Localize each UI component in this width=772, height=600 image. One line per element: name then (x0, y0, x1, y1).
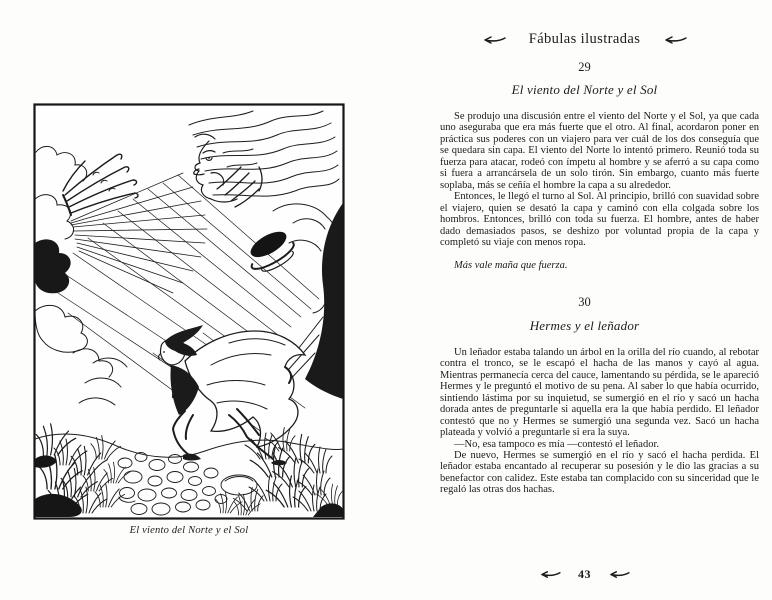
fable-30-dialogue: —No, esa tampoco es mía —contestó el leñador. (454, 438, 659, 450)
illustration-frame (33, 103, 345, 520)
fable-30-number: 30 (578, 294, 591, 309)
wave-arrow-ornament-icon (481, 35, 507, 45)
fable-29-paragraph: Entonces, le llegó el turno al Sol. Al principio, brilló con suavidad sobre el viajero, quien se desató la capa y caminó con ella colgada sobre los hombros. Entonces, brilló con toda su fuerza. El hombre, antes de haber dado demasiados pasos, se deshizo por voluntad propia de la capa y completó su viaje con menos ropa. (440, 191, 759, 248)
fable-29-title: El viento del Norte y el Sol (511, 82, 658, 97)
running-header (425, 31, 744, 48)
text-column (440, 60, 759, 496)
wave-arrow-ornament-icon (538, 570, 562, 579)
fable-30-paragraph: Un leñador estaba talando un árbol en la orilla del río cuando, al rebotar contra el tronco, se le escapó el hacha de las manos y cayó al agua. Mientras permanecía cerca del cauce, lamentando su pérdida, se le apareció Hermes y le preguntó el motivo de su pena. Al saber lo que había ocurrido, sintiendo lástima por su inquietud, se sumergió en el río y sacó un hacha dorada antes de preguntarle si aquella era la que había perdido. El leñador contestó que no y Hermes se sumergió una segunda vez. Sacó un hacha plateada y volvió a preguntarle si era la suya. (440, 346, 759, 439)
book-title: Fábulas ilustradas (528, 31, 641, 47)
page-footer (425, 567, 744, 582)
wave-arrow-ornament-icon (607, 570, 631, 579)
fable-29-number: 29 (578, 60, 591, 74)
fable-30-paragraph: De nuevo, Hermes se sumergió en el río y sacó el hacha perdida. El leñador estaba encantado al recuperar su posesión y le dio las gracias a su benefactor con calidez. Este estaba tan complacido con su sinceridad que le regaló las otras dos hachas. (440, 449, 759, 496)
fable-29-paragraph: Se produjo una discusión entre el viento del Norte y el Sol, ya que cada uno aseguraba que era más fuerte que el otro. Al final, acordaron poner en práctica sus poderes con un viajero para ver cuál de los dos conseguía que se quedara sin capa. El viento del Norte lo intentó primero. Reunió toda su fuerza para atacar, rodeó con ímpetu al hombre y se aferró a su capa como si fuera a arrancársela de un solo tirón. Sin embargo, cuanto más fuerte soplaba, más se ceñía el hombre la capa a su alrededor. (440, 111, 759, 191)
right-page (386, 0, 772, 600)
fable-29-moral: Más vale maña que fuerza. (454, 260, 568, 272)
north-wind-and-sun-illustration (33, 103, 345, 520)
wave-arrow-ornament-icon (662, 35, 688, 45)
fable-30-title: Hermes y el leñador (529, 317, 640, 333)
page-number: 43 (578, 567, 591, 581)
illustration-caption: El viento del Norte y el Sol (129, 525, 249, 536)
